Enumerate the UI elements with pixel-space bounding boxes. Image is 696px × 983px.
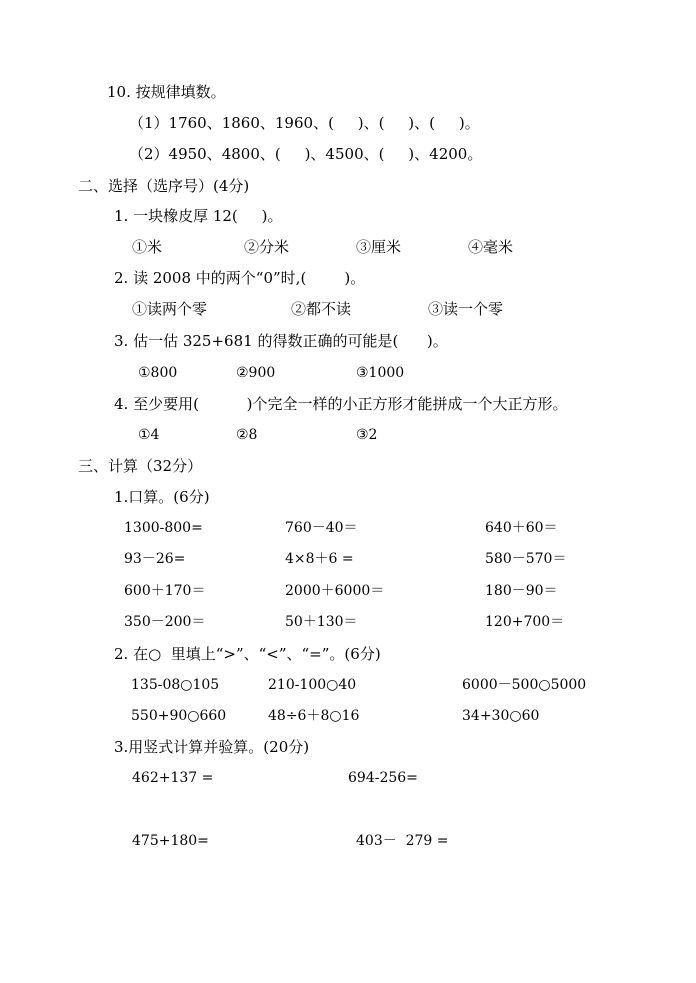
- s2-q4-opt1: ①4: [138, 427, 160, 443]
- oral-r2-c3: 580－570＝: [485, 551, 567, 567]
- q10-title: 10. 按规律填数。: [107, 83, 226, 101]
- s2-q1-opt3: ③厘米: [356, 238, 402, 256]
- oral-r1-c2: 760－40＝: [285, 520, 358, 536]
- s2-q4-opt2: ②8: [236, 427, 258, 443]
- oral-r2-c2: 4×8＋6 =: [285, 551, 354, 567]
- s2-q3-opt1: ①800: [138, 365, 178, 381]
- q10-part2: （2）4950、4800、( )、4500、( )、4200。: [129, 145, 483, 163]
- oral-r3-c2: 2000＋6000＝: [285, 583, 385, 599]
- s2-q2-opt3: ③读一个零: [428, 300, 504, 318]
- s2-q4-opt3: ③2: [356, 427, 378, 443]
- oral-title: 1.口算。(6分): [114, 488, 210, 506]
- s2-q3-opt3: ③1000: [356, 365, 405, 381]
- compare-r2-c2: 48÷6＋8○16: [268, 708, 360, 724]
- compare-r2-c1: 550+90○660: [131, 708, 227, 724]
- oral-r4-c3: 120+700＝: [485, 614, 565, 630]
- vertical-title: 3.用竖式计算并验算。(20分): [114, 738, 310, 756]
- oral-r2-c1: 93－26=: [124, 551, 186, 567]
- compare-r1-c3: 6000－500○5000: [462, 677, 587, 693]
- compare-r2-c3: 34+30○60: [462, 708, 540, 724]
- s2-q2-opt1: ①读两个零: [132, 300, 208, 318]
- s2-q2-opt2: ②都不读: [291, 300, 352, 318]
- oral-r3-c3: 180－90＝: [485, 583, 558, 599]
- s2-q3-stem: 3. 估一估 325+681 的得数正确的可能是( )。: [114, 332, 448, 350]
- oral-r1-c1: 1300-800=: [124, 520, 203, 536]
- s2-q2-stem: 2. 读 2008 中的两个“0”时,( )。: [114, 269, 366, 287]
- vertical-r1-c1: 462+137 =: [132, 770, 214, 786]
- s2-q4-stem: 4. 至少要用( )个完全一样的小正方形才能拼成一个大正方形。: [114, 395, 568, 413]
- vertical-r2-c2: 403－ 279 =: [356, 833, 449, 849]
- oral-r1-c3: 640＋60＝: [485, 520, 558, 536]
- compare-r1-c2: 210-100○40: [268, 677, 357, 693]
- section2-title: 二、选择（选序号）(4分): [78, 177, 250, 195]
- section3-title: 三、计算（32分）: [78, 457, 203, 475]
- oral-r4-c1: 350－200＝: [124, 614, 206, 630]
- oral-r3-c1: 600＋170＝: [124, 583, 206, 599]
- compare-title: 2. 在○ 里填上“>”、“<”、“=”。(6分): [114, 645, 381, 663]
- vertical-r1-c2: 694-256=: [348, 770, 418, 786]
- s2-q1-opt4: ④毫米: [468, 238, 514, 256]
- compare-r1-c1: 135-08○105: [131, 677, 220, 693]
- oral-r4-c2: 50＋130＝: [285, 614, 358, 630]
- s2-q3-opt2: ②900: [236, 365, 276, 381]
- vertical-r2-c1: 475+180=: [132, 833, 209, 849]
- s2-q1-stem: 1. 一块橡皮厚 12( )。: [114, 207, 283, 225]
- q10-part1: （1）1760、1860、1960、( )、( )、( )。: [129, 114, 480, 132]
- s2-q1-opt2: ②分米: [244, 238, 290, 256]
- s2-q1-opt1: ①米: [132, 238, 163, 256]
